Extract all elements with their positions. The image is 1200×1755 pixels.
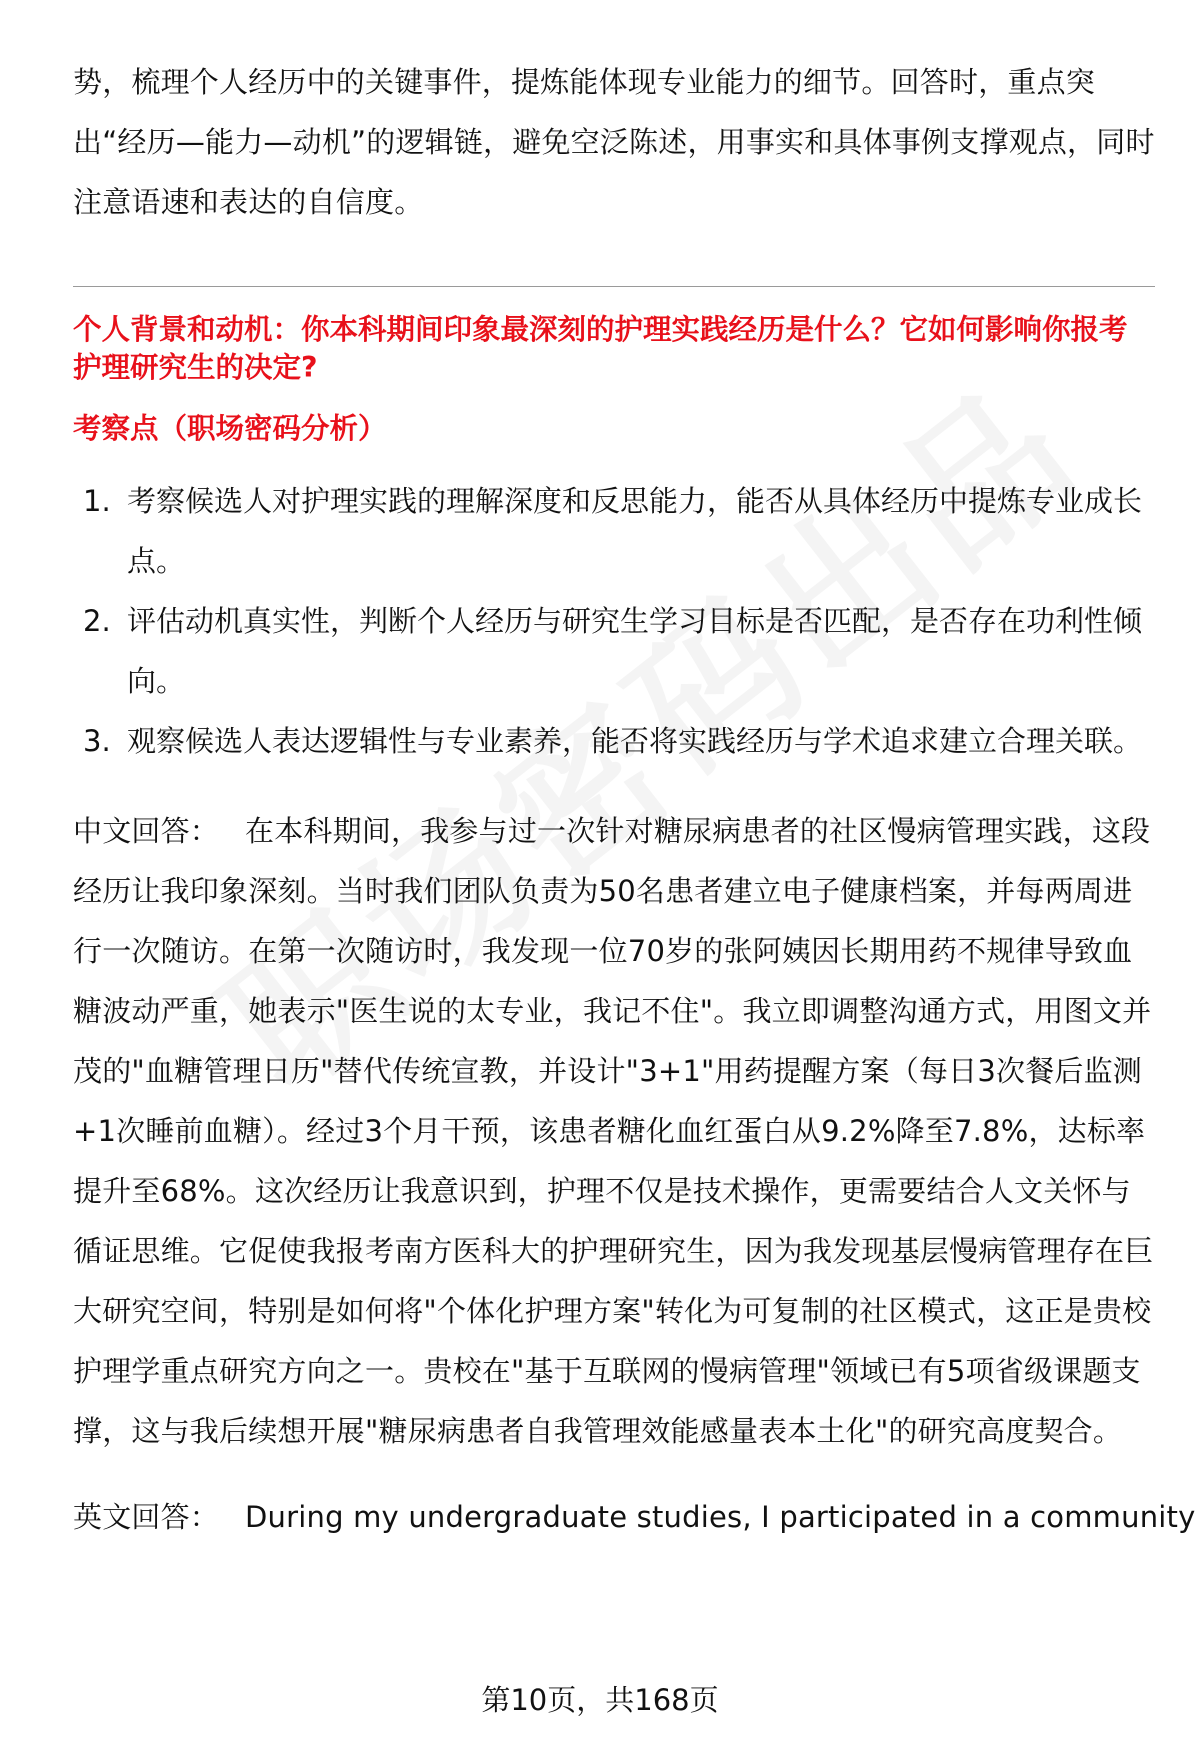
page-footer: 第10页，共168页: [481, 1683, 719, 1717]
chinese-answer: [73, 801, 1155, 1461]
list-item: [73, 711, 1155, 771]
list-item-number: 1.: [83, 484, 111, 518]
english-answer: [73, 1489, 1196, 1545]
section-divider: [73, 286, 1155, 287]
page-content: [73, 52, 1196, 1545]
list-item-number: 2.: [83, 604, 111, 638]
assessment-points-list: [73, 471, 1155, 771]
assessment-heading: 考察点（职场密码分析）: [73, 412, 387, 445]
list-item-text: 观察候选人表达逻辑性与专业素养，能否将实践经历与学术追求建立合理关联。: [127, 724, 1143, 758]
chinese-answer-text: 在本科期间，我参与过一次针对糖尿病患者的社区慢病管理实践，这段经历让我印象深刻。当时我们团队负责为50名患者建立电子健康档案，并每两周进行一次随访。在第一次随访时，我发现一位70岁的张阿姨因长期用药不规律导致血糖波动严重，她表示"医生说的太专业，我记不住"。我立即调整沟通方式，用图文并茂的"血糖管理日历"替代传统宣教，并设计"3+1"用药提醒方案（每日3次餐后监测+1次睡前血糖）。经过3个月干预，该患者糖化血红蛋白从9.2%降至7.8%，达标率提升至68%。这次经历让我意识到，护理不仅是技术操作，更需要结合人文关怀与循证思维。它促使我报考南方医科大的护理研究生，因为我发现基层慢病管理存在巨大研究空间，特别是如何将"个体化护理方案"转化为可复制的社区模式，这正是贵校护理学重点研究方向之一。贵校在"基于互联网的慢病管理"领域已有5项省级课题支撑，这与我后续想开展"糖尿病患者自我管理效能感量表本土化"的研究高度契合。: [73, 814, 1154, 1448]
list-item-text: 评估动机真实性，判断个人经历与研究生学习目标是否匹配，是否存在功利性倾向。: [127, 604, 1143, 698]
intro-paragraph: 势，梳理个人经历中的关键事件，提炼能体现专业能力的细节。回答时，重点突出“经历—能力—动机”的逻辑链，避免空泛陈述，用事实和具体事例支撑观点，同时注意语速和表达的自信度。: [73, 65, 1155, 219]
list-item: [73, 471, 1155, 591]
list-item-text: 考察候选人对护理实践的理解深度和反思能力，能否从具体经历中提炼专业成长点。: [127, 484, 1143, 578]
english-answer-text: During my undergraduate studies, I participated in a community: [245, 1500, 1196, 1534]
english-answer-label: 英文回答：: [73, 1500, 220, 1534]
list-item-number: 3.: [83, 724, 111, 758]
question-heading: 个人背景和动机：你本科期间印象最深刻的护理实践经历是什么？它如何影响你报考护理研究生的决定?: [73, 313, 1128, 384]
list-item: [73, 591, 1155, 711]
chinese-answer-label: 中文回答：: [73, 814, 220, 848]
